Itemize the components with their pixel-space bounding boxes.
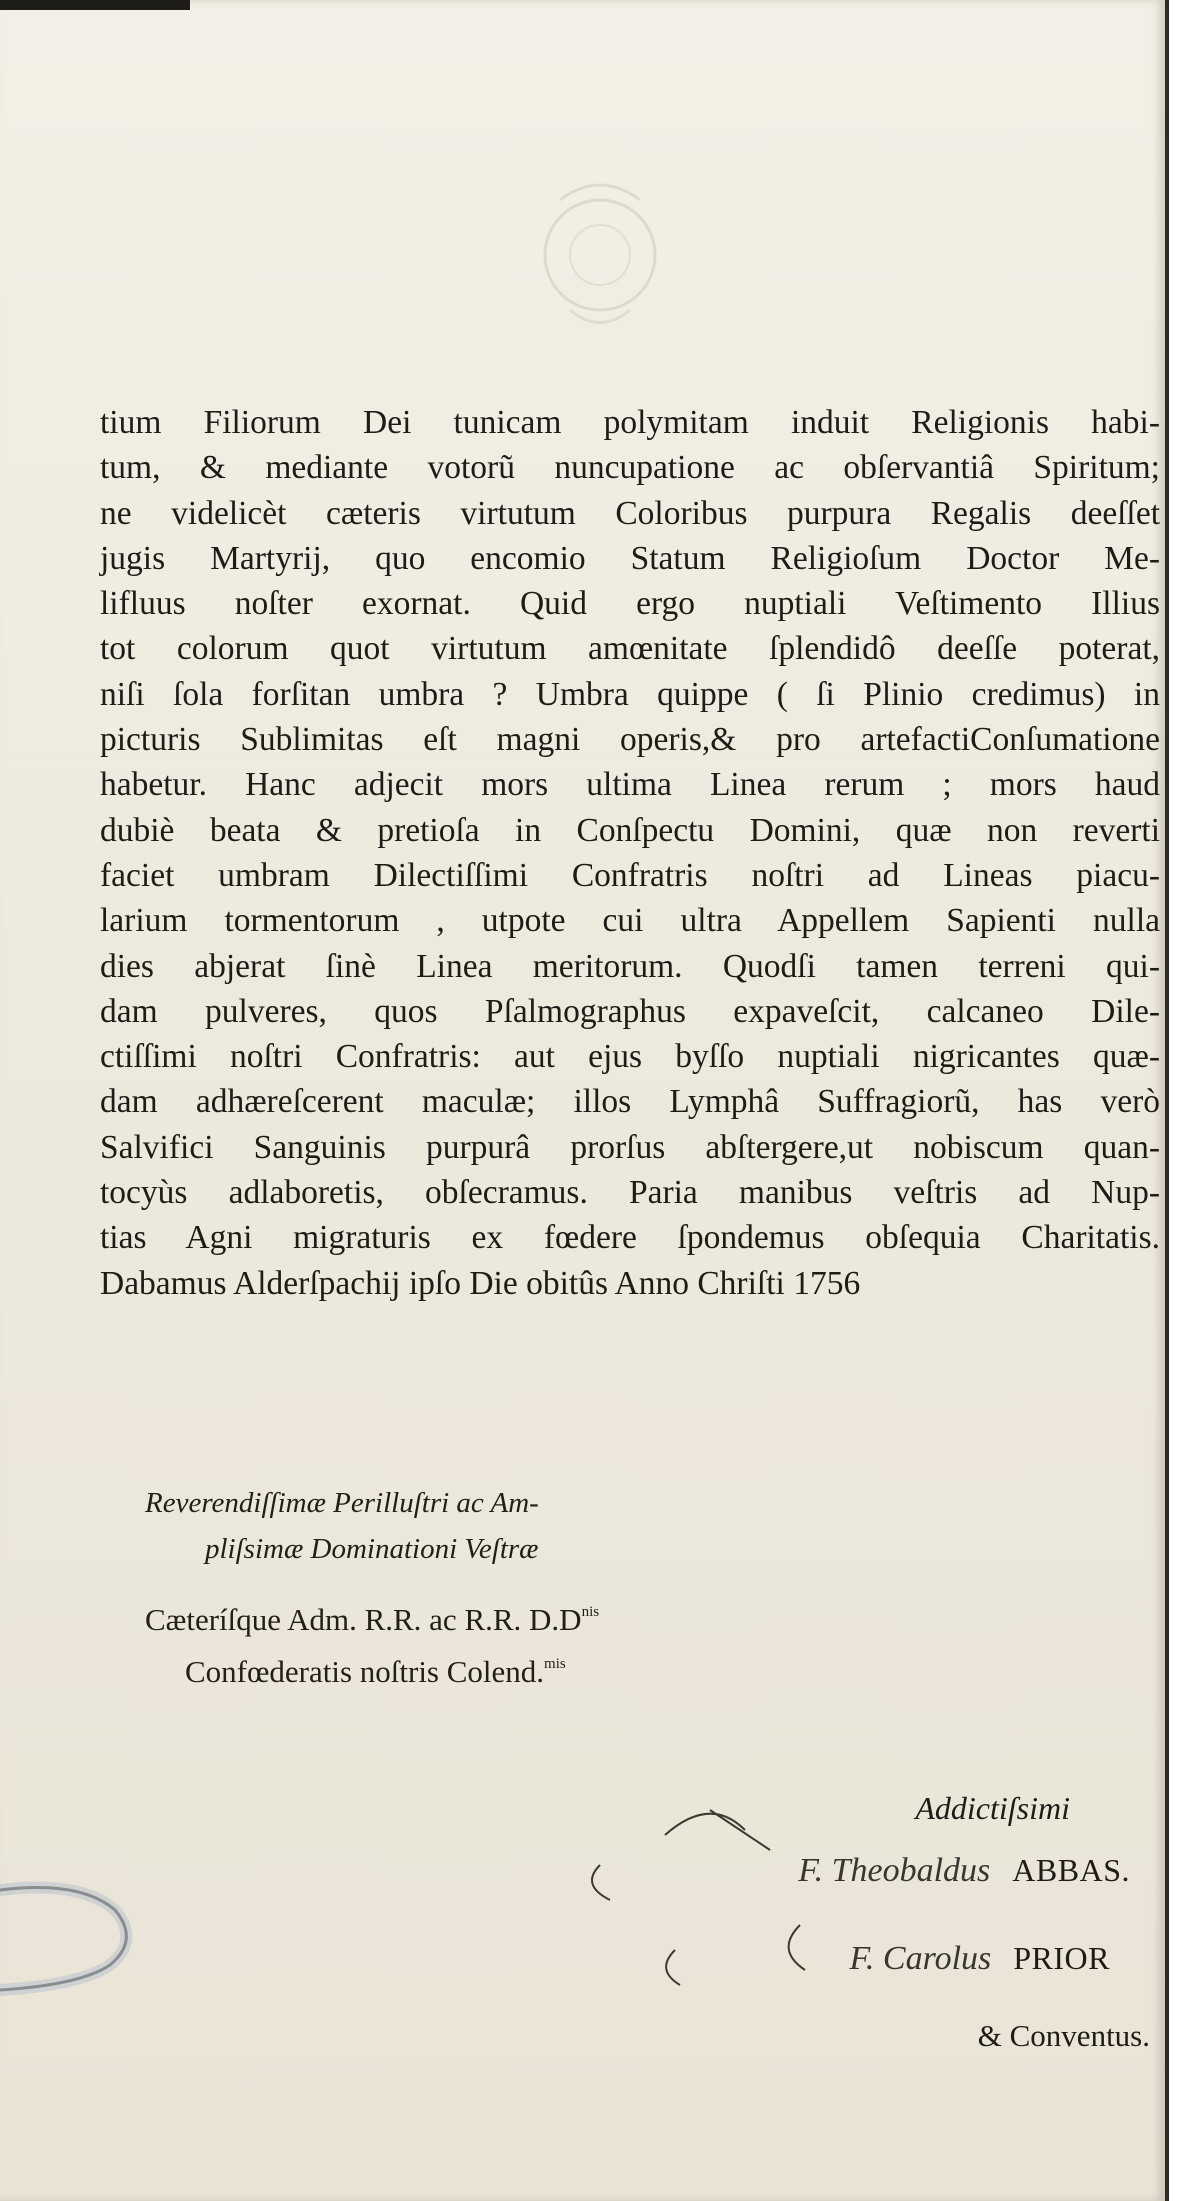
- body-line: faciet umbram Dilectiſſimi Confratris noſtri ad Lineas piacu-: [100, 856, 1160, 894]
- body-line: larium tormentorum , utpote cui ultra Appellem Sapienti nulla: [100, 902, 1160, 940]
- body-line: habetur. Hanc adjecit mors ultima Linea rerum ; mors haud: [100, 766, 1160, 804]
- faint-stamp-icon: [500, 160, 700, 360]
- body-line: dam adhæreſcerent maculæ; illos Lymphâ Suffragiorũ, has verò: [100, 1083, 1160, 1121]
- body-line: picturis Sublimitas eſt magni operis,& pro artefactiConſumatione: [100, 721, 1160, 759]
- prior-signature: [850, 1940, 1110, 1978]
- body-line: lifluus noſter exornat. Quid ergo nuptiali Veſtimento Illius: [100, 585, 1160, 623]
- handwritten-name: F. Carolus: [849, 1940, 992, 1977]
- closing-formula: Addictiſsimi: [915, 1790, 1070, 1826]
- address-line: Cæteríſque Adm. R.R. ac R.R. $D.D^{nis}$: [145, 1602, 600, 1637]
- abbot-signature: [798, 1852, 1130, 1890]
- address-line: pliſsimæ Dominationi Veſtræ: [205, 1533, 539, 1565]
- body-line: tocyùs adlaboretis, obſecramus. Paria manibus veſtris ad Nup-: [100, 1174, 1160, 1212]
- signature-block: [560, 1790, 1160, 2053]
- superscript: mis: [544, 1656, 566, 1672]
- paper-clip-icon: [0, 1880, 150, 2020]
- body-line: ctiſſimi noſtri Confratris: aut ejus byſſo nuptiali nigricantes quæ-: [100, 1038, 1160, 1076]
- superscript: nis: [581, 1604, 600, 1620]
- dating-line: Dabamus Alderſpachij ipſo Die obitûs Anno Chriſti 1756: [100, 1264, 861, 1302]
- page-edge: [1165, 0, 1169, 2201]
- body-line: tot colorum quot virtutum amœnitate ſplendidô deeſſe poterat,: [100, 630, 1160, 668]
- body-line: dubiè beata & pretioſa in Conſpectu Domini, quæ non reverti: [100, 811, 1160, 849]
- body-line: niſi ſola forſitan umbra ? Umbra quippe ( ſi Plinio credimus) in: [100, 675, 1160, 713]
- handwritten-name: F. Theobaldus: [798, 1852, 991, 1889]
- body-line: tium Filiorum Dei tunicam polymitam induit Religionis habi-: [100, 404, 1160, 441]
- address-line: Reverendiſſimæ Perilluſtri ac Am-: [145, 1487, 539, 1519]
- body-line: ne videlicèt cæteris virtutum Coloribus purpura Regalis deeſſet: [100, 494, 1160, 532]
- address-block: [145, 1480, 599, 1694]
- prior-title: PRIOR: [1013, 1940, 1110, 1976]
- body-line: Salvifici Sanguinis purpurâ prorſus abſtergere,ut nobiscum quan-: [100, 1128, 1160, 1166]
- top-edge-mark: [0, 0, 190, 10]
- letter-body: [100, 400, 1160, 1306]
- body-line: dies abjerat ſinè Linea meritorum. Quodſi tamen terreni qui-: [100, 947, 1160, 985]
- conventus-label: & Conventus.: [977, 2018, 1150, 2053]
- body-line: dam pulveres, quos Pſalmographus expaveſcit, calcaneo Dile-: [100, 992, 1160, 1030]
- body-line: tias Agni migraturis ex fœdere ſpondemus obſequia Charitatis.: [100, 1219, 1160, 1257]
- body-line: tum, & mediante votorũ nuncupatione ac obſervantiâ Spiritum;: [100, 449, 1160, 487]
- abbot-title: ABBAS.: [1012, 1852, 1130, 1888]
- body-line: jugis Martyrij, quo encomio Statum Religioſum Doctor Me-: [100, 539, 1160, 577]
- address-line: Confœderatis noſtris Colend.$^{mis}$: [185, 1654, 566, 1689]
